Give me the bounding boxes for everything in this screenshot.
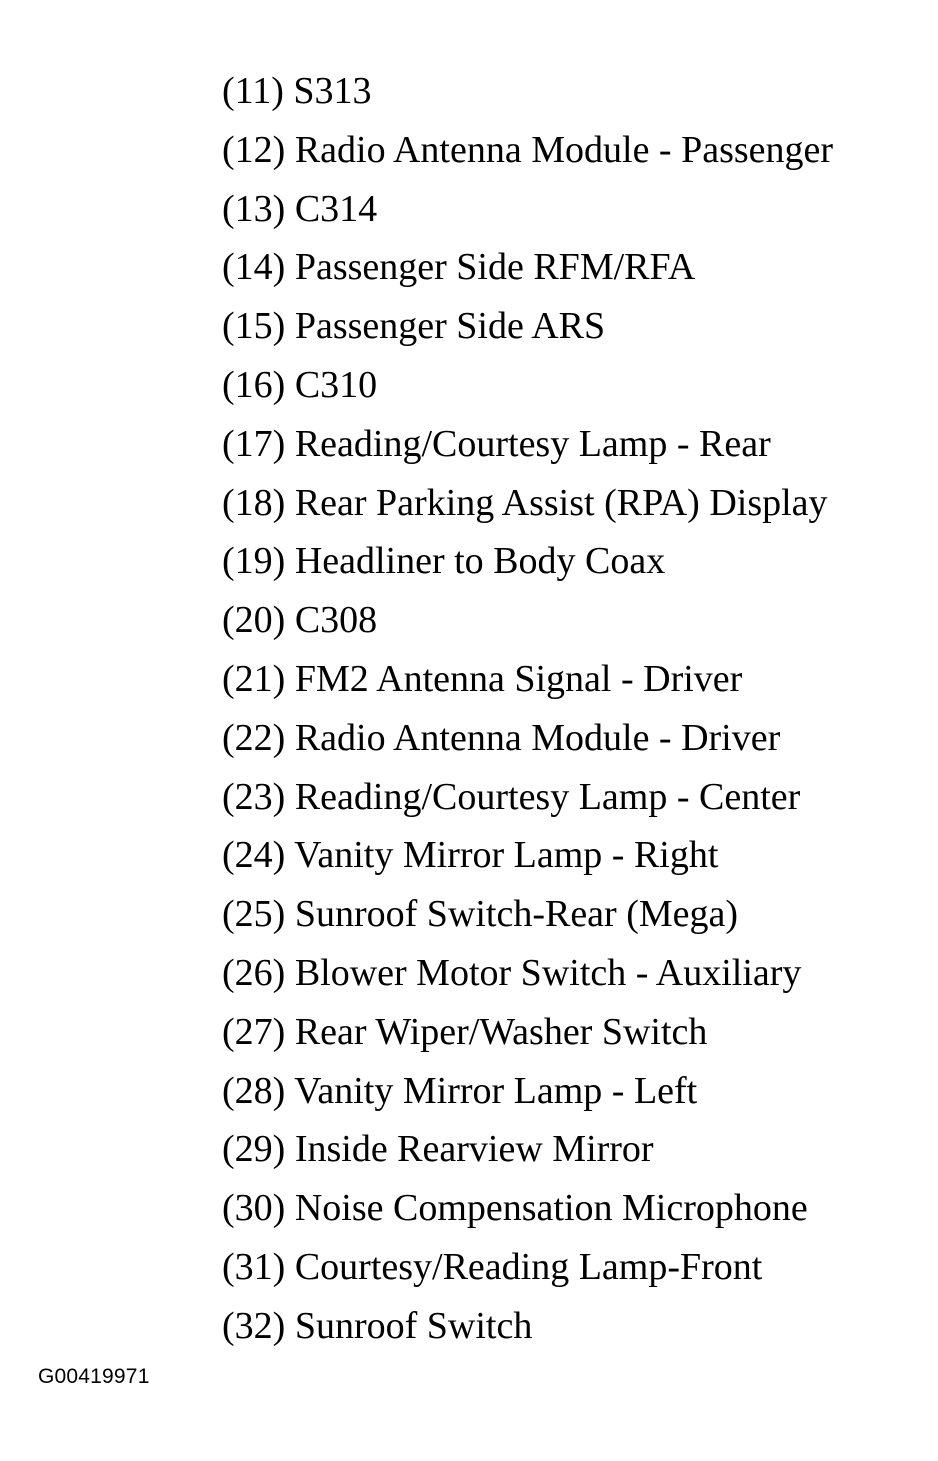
legend-item-number: (27) (222, 1010, 286, 1053)
legend-item (222, 885, 833, 944)
legend-item-number: (12) (222, 128, 286, 171)
legend-item-number: (26) (222, 951, 286, 994)
legend-item-label: FM2 Antenna Signal - Driver (294, 657, 743, 700)
legend-item (222, 62, 833, 121)
legend-item (222, 180, 833, 239)
legend-item (222, 474, 833, 533)
legend-item-number: (31) (222, 1245, 286, 1288)
legend-item-number: (21) (222, 657, 286, 700)
legend-item-number: (25) (222, 893, 286, 936)
legend-item (222, 532, 833, 591)
legend-item-number: (18) (222, 481, 286, 524)
legend-item-label: Reading/Courtesy Lamp - Rear (294, 422, 771, 465)
legend-item-label: C308 (294, 599, 378, 642)
legend-item (222, 1120, 833, 1179)
legend-item-label: Noise Compensation Microphone (294, 1187, 808, 1230)
legend-item-number: (17) (222, 422, 286, 465)
legend-item-number: (11) (222, 70, 284, 112)
legend-item (222, 591, 833, 650)
legend-item-label: Vanity Mirror Lamp - Left (294, 1069, 698, 1112)
legend-item-label: S313 (293, 70, 372, 112)
component-legend-list (222, 62, 833, 1356)
legend-item-number: (29) (222, 1128, 286, 1171)
legend-item-label: Rear Parking Assist (RPA) Display (294, 481, 828, 524)
legend-item (222, 709, 833, 768)
legend-item-label: Radio Antenna Module - Passenger (294, 128, 834, 171)
legend-item (222, 1003, 833, 1062)
legend-item-label: Passenger Side RFM/RFA (294, 246, 696, 289)
legend-item (222, 1238, 833, 1297)
legend-item-number: (15) (222, 305, 286, 348)
legend-item-label: Headliner to Body Coax (294, 540, 666, 583)
legend-item-number: (32) (222, 1304, 286, 1347)
legend-item (222, 415, 833, 474)
legend-item-number: (19) (222, 540, 286, 583)
legend-item (222, 650, 833, 709)
legend-item (222, 121, 833, 180)
legend-item-number: (13) (222, 187, 286, 230)
legend-item-number: (30) (222, 1187, 286, 1230)
legend-item (222, 826, 833, 885)
legend-item (222, 356, 833, 415)
legend-item-label: C314 (294, 187, 378, 230)
legend-item-number: (24) (222, 834, 286, 877)
legend-item (222, 768, 833, 827)
legend-item (222, 1179, 833, 1238)
legend-item-label: Sunroof Switch (294, 1304, 533, 1347)
legend-item-number: (28) (222, 1069, 286, 1112)
legend-item-label: Passenger Side ARS (294, 305, 606, 348)
legend-item-number: (23) (222, 775, 286, 818)
legend-item-number: (16) (222, 363, 286, 406)
legend-item-number: (14) (222, 246, 286, 289)
legend-item (222, 944, 833, 1003)
legend-item (222, 238, 833, 297)
legend-item-label: Blower Motor Switch - Auxiliary (294, 951, 802, 994)
legend-item-label: Vanity Mirror Lamp - Right (294, 834, 719, 877)
legend-item (222, 1297, 833, 1356)
legend-item-label: Radio Antenna Module - Driver (294, 716, 781, 759)
legend-item-number: (20) (222, 599, 286, 642)
legend-item-label: Inside Rearview Mirror (294, 1128, 654, 1171)
legend-item (222, 297, 833, 356)
figure-id: G00419971 (38, 1365, 150, 1388)
legend-item-label: C310 (294, 363, 378, 406)
legend-item-label: Reading/Courtesy Lamp - Center (294, 775, 801, 818)
legend-item (222, 1062, 833, 1121)
legend-item-label: Courtesy/Reading Lamp-Front (294, 1245, 763, 1288)
legend-item-label: Sunroof Switch-Rear (Mega) (294, 893, 739, 936)
legend-item-number: (22) (222, 716, 286, 759)
legend-item-label: Rear Wiper/Washer Switch (294, 1010, 708, 1053)
